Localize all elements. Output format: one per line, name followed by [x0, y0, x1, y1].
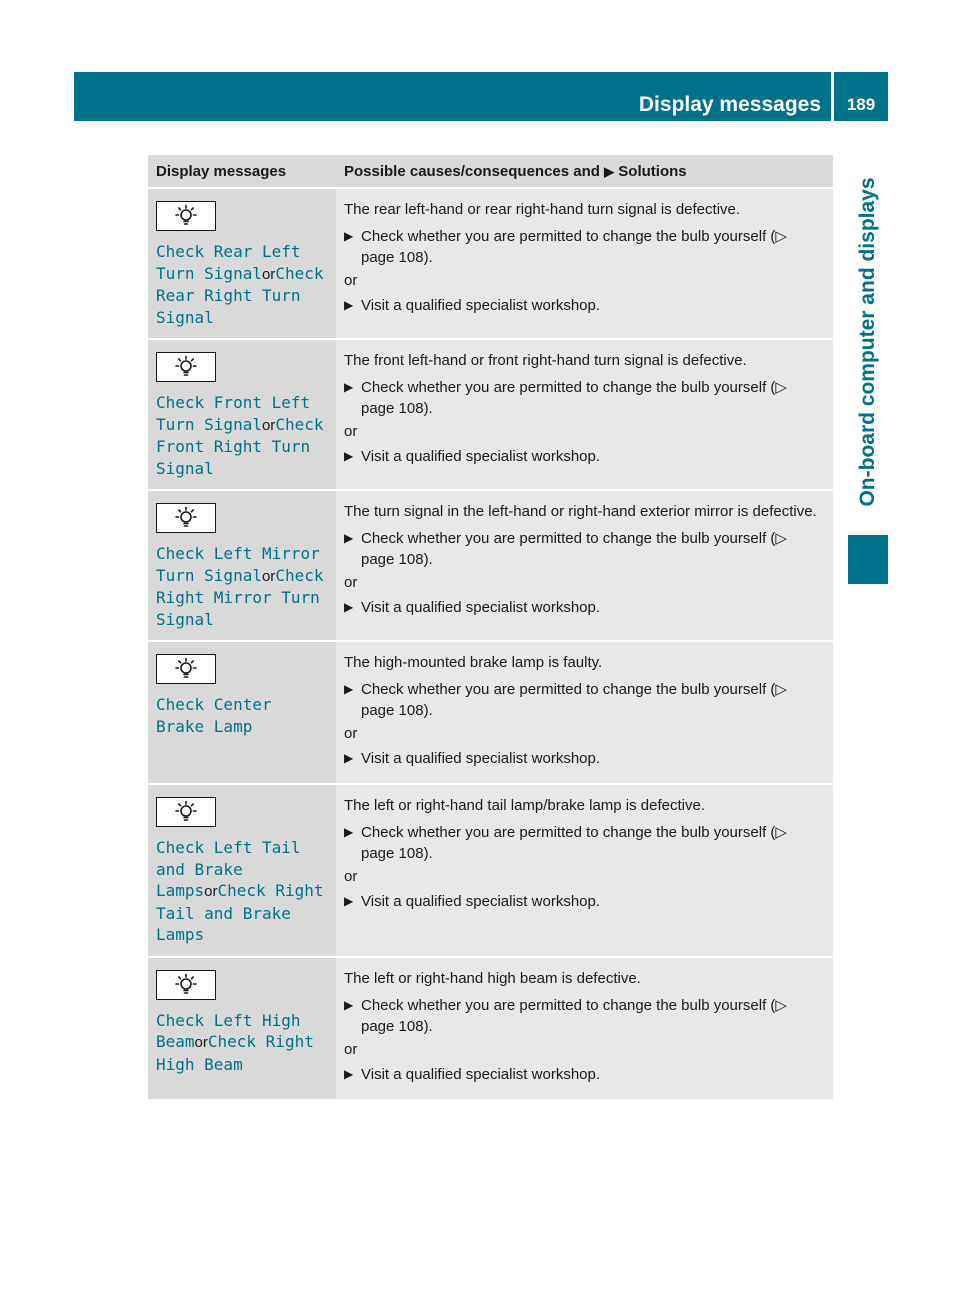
solution-step [344, 995, 823, 1037]
cause-text: The left or right-hand high beam is defective. [344, 969, 641, 987]
display-message-text [156, 1010, 328, 1076]
cause-solution-cell [336, 958, 833, 1101]
cause-solution-cell [336, 642, 833, 785]
solution-step [344, 891, 823, 912]
bulb-icon [156, 970, 216, 1000]
solution-step-text: Check whether you are permitted to change the bulb yourself (▷ page 108). [361, 996, 787, 1035]
solution-step-text: Visit a qualified specialist workshop. [361, 750, 601, 767]
arrow-right-icon: ▶ [344, 682, 354, 696]
table-header-row [148, 155, 833, 189]
solution-step [344, 528, 823, 570]
or-line: or [344, 574, 358, 591]
table-row [148, 958, 833, 1101]
solution-step-text: Check whether you are permitted to change the bulb yourself (▷ page 108). [361, 379, 787, 417]
side-tab-marker [848, 535, 888, 584]
arrow-right-icon: ▶ [344, 997, 354, 1012]
or-word: or [261, 567, 276, 585]
solution-step [344, 295, 823, 316]
display-message-cell [148, 642, 336, 785]
solution-step-text: Check whether you are permitted to change the bulb yourself (▷ page 108). [361, 228, 787, 266]
cause-solution-cell [336, 785, 833, 958]
triangle-right-icon: ▶ [604, 163, 615, 179]
cause-text: The turn signal in the left-hand or right-hand exterior mirror is defective. [344, 503, 817, 520]
display-message-a: Check Left High Beam [156, 1010, 301, 1051]
or-word: or [194, 1034, 208, 1051]
arrow-right-icon: ▶ [344, 600, 354, 614]
solution-step-text: Check whether you are permitted to change the bulb yourself (▷ page 108). [361, 681, 787, 719]
display-message-b: Check Rear Right Turn Signal [156, 263, 324, 327]
display-message-a: Check Left Mirror Turn Signal [156, 544, 320, 585]
column-header-display-messages: Display messages [148, 155, 336, 189]
bulb-icon [156, 654, 216, 684]
display-message-a: Check Left Tail and Brake Lamps [156, 838, 301, 900]
arrow-right-icon: ▶ [344, 298, 354, 312]
or-word: or [261, 265, 276, 283]
solution-step-text: Visit a qualified specialist workshop. [361, 297, 601, 314]
bulb-icon [156, 352, 216, 382]
table-row [148, 491, 833, 642]
solution-step [344, 748, 823, 769]
display-message-text [156, 241, 328, 328]
bulb-icon-graphic [173, 800, 199, 824]
bulb-icon [156, 201, 216, 231]
cause-solution-cell [336, 189, 833, 340]
page-header [74, 72, 888, 121]
bulb-icon-graphic [173, 657, 199, 681]
column-header-solutions: Solutions [618, 162, 687, 180]
cause-text: The high-mounted brake lamp is faulty. [344, 654, 603, 671]
display-message-b: Check Right Mirror Turn Signal [156, 565, 324, 629]
display-message-b: Check Front Right Turn Signal [156, 414, 324, 478]
display-message-a: Check Center Brake Lamp [156, 695, 272, 736]
solution-step-text: Visit a qualified specialist workshop. [361, 1065, 601, 1083]
display-message-cell [148, 491, 336, 642]
bulb-icon-graphic [173, 506, 199, 530]
display-message-cell [148, 189, 336, 340]
display-message-text [156, 837, 328, 946]
arrow-right-icon: ▶ [344, 449, 354, 463]
display-message-cell [148, 958, 336, 1101]
or-line: or [344, 868, 358, 885]
solution-step-text: Visit a qualified specialist workshop. [361, 893, 601, 910]
or-word: or [261, 416, 276, 434]
table-row [148, 340, 833, 491]
table-row [148, 642, 833, 785]
or-word: or [204, 883, 218, 900]
or-line: or [344, 725, 358, 742]
display-message-a: Check Rear Left Turn Signal [156, 242, 301, 283]
display-message-b: Check Right High Beam [156, 1032, 314, 1074]
or-line: or [344, 1040, 358, 1058]
arrow-right-icon: ▶ [344, 380, 354, 394]
page-title: Display messages [638, 93, 821, 116]
display-message-b: Check Right Tail and Brake Lamps [156, 881, 324, 944]
display-message-a: Check Front Left Turn Signal [156, 393, 311, 434]
cause-text: The left or right-hand tail lamp/brake lamp is defective. [344, 797, 706, 814]
cause-text: The rear left-hand or rear right-hand turn signal is defective. [344, 201, 741, 218]
display-message-cell [148, 340, 336, 491]
display-messages-table [148, 155, 833, 1101]
column-header-causes [336, 155, 833, 189]
display-message-text [156, 392, 328, 479]
arrow-right-icon: ▶ [344, 825, 354, 839]
solution-step-text: Check whether you are permitted to change the bulb yourself (▷ page 108). [361, 530, 787, 568]
bulb-icon [156, 797, 216, 827]
bulb-icon-graphic [173, 204, 199, 228]
display-message-text [156, 694, 328, 738]
solution-step [344, 1064, 823, 1085]
solution-step [344, 679, 823, 721]
arrow-right-icon: ▶ [344, 751, 354, 765]
or-line: or [344, 272, 358, 289]
display-message-cell [148, 785, 336, 958]
page-number: 189 [846, 95, 876, 114]
cause-text: The front left-hand or front right-hand turn signal is defective. [344, 352, 747, 369]
solution-step [344, 822, 823, 864]
solution-step-text: Visit a qualified specialist workshop. [361, 599, 601, 616]
bulb-icon-graphic [173, 973, 199, 997]
table-row [148, 785, 833, 958]
solution-step [344, 226, 823, 268]
arrow-right-icon: ▶ [344, 894, 354, 908]
arrow-right-icon: ▶ [344, 531, 354, 545]
side-tab-label: On-board computer and displays [856, 177, 879, 507]
solution-step [344, 377, 823, 419]
cause-solution-cell [336, 340, 833, 491]
solution-step-text: Check whether you are permitted to change the bulb yourself (▷ page 108). [361, 824, 787, 862]
arrow-right-icon: ▶ [344, 229, 354, 243]
cause-solution-cell [336, 491, 833, 642]
display-message-text [156, 543, 328, 630]
side-tab [848, 150, 888, 534]
solution-step [344, 446, 823, 467]
arrow-right-icon: ▶ [344, 1066, 354, 1081]
bulb-icon [156, 503, 216, 533]
or-line: or [344, 423, 358, 440]
column-header-causes-text: Possible causes/consequences and [344, 162, 600, 180]
solution-step-text: Visit a qualified specialist workshop. [361, 448, 601, 465]
solution-step [344, 597, 823, 618]
bulb-icon-graphic [173, 355, 199, 379]
table-row [148, 189, 833, 340]
